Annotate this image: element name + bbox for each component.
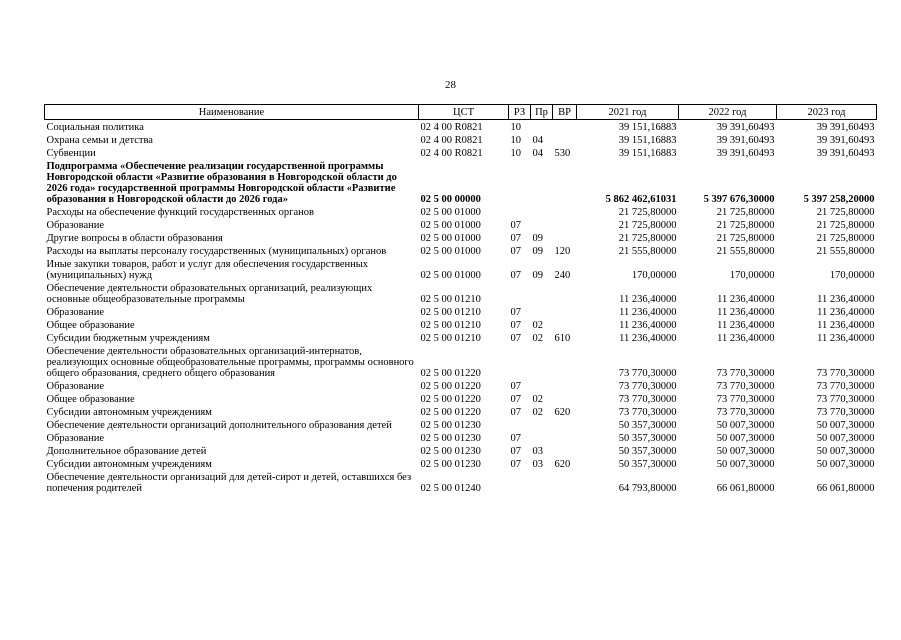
row-value-2021: 11 236,40000 [619, 333, 677, 344]
row-value-2022: 11 236,40000 [717, 333, 775, 344]
row-value-2021: 64 793,80000 [618, 483, 677, 494]
row-value-2022: 21 555,80000 [716, 246, 775, 257]
row-name: Субсидии автономным учреждениям [46, 407, 212, 418]
row-rz: 07 [510, 459, 521, 470]
table-row [45, 379, 877, 392]
table-row [45, 470, 877, 494]
table-row [45, 120, 877, 134]
row-cst: 02 5 00 01210 [420, 333, 481, 344]
row-name: Расходы на обеспечение функций государственных органов [46, 207, 314, 218]
row-value-2021: 50 357,30000 [618, 446, 677, 457]
row-cst: 02 4 00 R0821 [420, 135, 483, 146]
row-value-2022: 39 391,60493 [716, 122, 775, 133]
row-rz: 10 [510, 122, 521, 133]
row-cst: 02 5 00 01210 [420, 294, 481, 305]
row-cst: 02 5 00 01240 [420, 483, 481, 494]
row-value-2023: 11 236,40000 [817, 307, 875, 318]
row-cst: 02 5 00 01220 [420, 368, 481, 379]
row-cst: 02 5 00 01220 [420, 407, 481, 418]
row-name: Образование [46, 307, 105, 318]
row-value-2023: 39 391,60493 [816, 122, 875, 133]
row-name: Субсидии автономным учреждениям [46, 459, 212, 470]
row-pr: 02 [532, 407, 543, 418]
budget-table-container [44, 104, 877, 494]
row-value-2022: 50 007,30000 [716, 459, 775, 470]
row-vr [553, 418, 577, 431]
row-value-2022: 73 770,30000 [716, 368, 775, 379]
row-rz: 07 [510, 394, 521, 405]
row-value-2022: 73 770,30000 [716, 381, 775, 392]
header-rz: РЗ [509, 105, 531, 120]
table-row [45, 457, 877, 470]
row-pr [531, 344, 553, 379]
row-value-2022: 50 007,30000 [716, 446, 775, 457]
row-value-2022: 5 397 676,30000 [703, 194, 775, 205]
row-value-2021: 21 725,80000 [618, 233, 677, 244]
row-rz: 07 [510, 333, 521, 344]
row-pr [531, 159, 553, 205]
row-rz: 07 [510, 446, 521, 457]
row-vr [553, 431, 577, 444]
table-header [45, 105, 877, 120]
row-rz: 07 [510, 246, 521, 257]
row-value-2022: 73 770,30000 [716, 407, 775, 418]
header-2022: 2022 год [679, 105, 777, 120]
row-rz [509, 418, 531, 431]
row-pr [531, 418, 553, 431]
row-value-2022: 39 391,60493 [716, 135, 775, 146]
row-vr [553, 344, 577, 379]
row-value-2022: 21 725,80000 [716, 233, 775, 244]
row-value-2023: 5 397 258,20000 [803, 194, 875, 205]
row-name: Подпрограмма «Обеспечение реализации государственной программы Новгородской области «Развитие образования в Новгородской области до 2026 года» государственной программы Новгородской области «Развитие образования в Новгородской области до 2026 года» [46, 161, 397, 205]
row-name: Общее образование [46, 394, 135, 405]
row-value-2022: 170,00000 [729, 270, 775, 281]
row-vr [553, 120, 577, 134]
row-value-2023: 73 770,30000 [816, 394, 875, 405]
row-rz: 07 [510, 307, 521, 318]
row-value-2022: 21 725,80000 [716, 207, 775, 218]
row-rz: 07 [510, 233, 521, 244]
table-row [45, 431, 877, 444]
row-cst: 02 4 00 R0821 [420, 148, 483, 159]
row-pr [531, 379, 553, 392]
table-row [45, 218, 877, 231]
header-2023: 2023 год [777, 105, 877, 120]
row-value-2021: 50 357,30000 [618, 459, 677, 470]
row-value-2023: 21 555,80000 [816, 246, 875, 257]
row-pr [531, 218, 553, 231]
row-value-2021: 11 236,40000 [619, 294, 677, 305]
row-value-2021: 73 770,30000 [618, 407, 677, 418]
row-pr [531, 470, 553, 494]
table-row [45, 344, 877, 379]
table-row [45, 305, 877, 318]
row-value-2021: 21 725,80000 [618, 207, 677, 218]
row-vr: 610 [554, 333, 571, 344]
row-value-2022: 11 236,40000 [717, 320, 775, 331]
row-value-2022: 66 061,80000 [716, 483, 775, 494]
row-name: Образование [46, 433, 105, 444]
row-vr [553, 470, 577, 494]
row-cst: 02 5 00 01000 [420, 270, 481, 281]
budget-table [44, 104, 877, 494]
row-rz: 07 [510, 407, 521, 418]
row-cst: 02 5 00 01230 [420, 446, 481, 457]
row-value-2023: 170,00000 [829, 270, 875, 281]
row-value-2023: 50 007,30000 [816, 446, 875, 457]
table-body [45, 120, 877, 495]
header-vr: ВР [553, 105, 577, 120]
row-pr: 02 [532, 394, 543, 405]
row-pr: 09 [532, 246, 543, 257]
header-pr: Пр [531, 105, 553, 120]
header-name: Наименование [45, 105, 419, 120]
row-pr: 02 [532, 320, 543, 331]
row-value-2021: 50 357,30000 [618, 420, 677, 431]
row-name: Субвенции [46, 148, 96, 159]
row-cst: 02 5 00 01230 [420, 433, 481, 444]
row-vr [553, 205, 577, 218]
page-number: 28 [445, 79, 456, 91]
row-cst: 02 5 00 01210 [420, 320, 481, 331]
row-value-2023: 11 236,40000 [817, 294, 875, 305]
row-rz: 10 [510, 135, 521, 146]
row-cst: 02 4 00 R0821 [420, 122, 483, 133]
row-pr [531, 205, 553, 218]
row-value-2023: 73 770,30000 [816, 368, 875, 379]
row-value-2022: 73 770,30000 [716, 394, 775, 405]
table-row [45, 318, 877, 331]
table-row [45, 444, 877, 457]
row-vr [553, 281, 577, 305]
row-pr: 09 [532, 233, 543, 244]
row-name: Иные закупки товаров, работ и услуг для обеспечения государственных (муниципальных) нужд [46, 259, 369, 281]
row-pr [531, 281, 553, 305]
row-value-2023: 21 725,80000 [816, 233, 875, 244]
row-vr: 530 [554, 148, 571, 159]
row-vr [553, 305, 577, 318]
row-value-2021: 39 151,16883 [618, 122, 677, 133]
table-row [45, 146, 877, 159]
row-value-2022: 11 236,40000 [717, 294, 775, 305]
row-value-2021: 11 236,40000 [619, 307, 677, 318]
row-rz: 07 [510, 220, 521, 231]
header-cst: ЦСТ [419, 105, 509, 120]
row-rz: 07 [510, 381, 521, 392]
row-name: Расходы на выплаты персоналу государственных (муниципальных) органов [46, 246, 387, 257]
table-row [45, 244, 877, 257]
row-value-2021: 21 725,80000 [618, 220, 677, 231]
row-value-2022: 39 391,60493 [716, 148, 775, 159]
row-value-2023: 50 007,30000 [816, 459, 875, 470]
row-vr: 620 [554, 407, 571, 418]
row-name: Общее образование [46, 320, 135, 331]
row-value-2023: 21 725,80000 [816, 207, 875, 218]
row-value-2021: 73 770,30000 [618, 381, 677, 392]
row-cst: 02 5 00 01000 [420, 233, 481, 244]
row-value-2023: 21 725,80000 [816, 220, 875, 231]
row-pr: 09 [532, 270, 543, 281]
row-cst: 02 5 00 00000 [420, 194, 481, 205]
row-cst: 02 5 00 01000 [420, 207, 481, 218]
row-value-2021: 73 770,30000 [618, 368, 677, 379]
row-value-2023: 50 007,30000 [816, 433, 875, 444]
row-value-2023: 11 236,40000 [817, 333, 875, 344]
header-2021: 2021 год [577, 105, 679, 120]
row-pr: 03 [532, 446, 543, 457]
row-rz: 07 [510, 270, 521, 281]
table-row [45, 392, 877, 405]
row-vr [553, 444, 577, 457]
row-rz: 10 [510, 148, 521, 159]
row-value-2021: 5 862 462,61031 [605, 194, 677, 205]
row-value-2022: 11 236,40000 [717, 307, 775, 318]
row-value-2022: 50 007,30000 [716, 433, 775, 444]
row-name: Охрана семьи и детства [46, 135, 153, 146]
row-vr [553, 379, 577, 392]
row-value-2021: 39 151,16883 [618, 135, 677, 146]
row-name: Образование [46, 220, 105, 231]
row-vr [553, 133, 577, 146]
row-rz [509, 470, 531, 494]
row-name: Другие вопросы в области образования [46, 233, 223, 244]
row-value-2023: 66 061,80000 [816, 483, 875, 494]
row-pr: 04 [532, 135, 543, 146]
row-rz [509, 281, 531, 305]
row-pr [531, 120, 553, 134]
row-value-2023: 39 391,60493 [816, 135, 875, 146]
row-name: Субсидии бюджетным учреждениям [46, 333, 210, 344]
row-rz [509, 159, 531, 205]
row-pr: 02 [532, 333, 543, 344]
row-rz [509, 205, 531, 218]
row-value-2023: 73 770,30000 [816, 381, 875, 392]
table-row [45, 331, 877, 344]
table-row [45, 257, 877, 281]
table-row [45, 231, 877, 244]
row-vr [553, 159, 577, 205]
row-pr: 04 [532, 148, 543, 159]
row-value-2021: 170,00000 [631, 270, 677, 281]
table-row [45, 159, 877, 205]
table-row [45, 205, 877, 218]
row-cst: 02 5 00 01220 [420, 381, 481, 392]
table-row [45, 281, 877, 305]
row-value-2023: 50 007,30000 [816, 420, 875, 431]
row-value-2021: 11 236,40000 [619, 320, 677, 331]
row-vr [553, 231, 577, 244]
row-name: Обеспечение деятельности организаций для детей-сирот и детей, оставшихся без попечения родителей [46, 472, 412, 494]
row-cst: 02 5 00 01230 [420, 459, 481, 470]
row-cst: 02 5 00 01000 [420, 220, 481, 231]
row-value-2021: 21 555,80000 [618, 246, 677, 257]
row-rz: 07 [510, 433, 521, 444]
row-pr [531, 431, 553, 444]
row-value-2021: 39 151,16883 [618, 148, 677, 159]
row-value-2022: 50 007,30000 [716, 420, 775, 431]
row-rz: 07 [510, 320, 521, 331]
row-value-2021: 73 770,30000 [618, 394, 677, 405]
row-vr: 240 [554, 270, 571, 281]
row-rz [509, 344, 531, 379]
row-name: Обеспечение деятельности организаций дополнительного образования детей [46, 420, 392, 431]
row-name: Обеспечение деятельности образовательных организаций-интернатов, реализующих основные общеобразовательные программы, программы основного общего образования, среднего общего образования [46, 346, 414, 379]
row-value-2021: 50 357,30000 [618, 433, 677, 444]
row-name: Образование [46, 381, 105, 392]
row-cst: 02 5 00 01000 [420, 246, 481, 257]
row-vr [553, 318, 577, 331]
table-row [45, 133, 877, 146]
row-name: Обеспечение деятельности образовательных организаций, реализующих основные общеобразовательные программы [46, 283, 373, 305]
row-cst: 02 5 00 01220 [420, 394, 481, 405]
row-pr [531, 305, 553, 318]
row-name: Дополнительное образование детей [46, 446, 207, 457]
row-value-2022: 21 725,80000 [716, 220, 775, 231]
row-vr [553, 392, 577, 405]
row-value-2023: 39 391,60493 [816, 148, 875, 159]
row-cst: 02 5 00 01230 [420, 420, 481, 431]
row-vr: 620 [554, 459, 571, 470]
row-vr: 120 [554, 246, 571, 257]
table-row [45, 418, 877, 431]
row-pr: 03 [532, 459, 543, 470]
row-value-2023: 11 236,40000 [817, 320, 875, 331]
row-value-2023: 73 770,30000 [816, 407, 875, 418]
table-row [45, 405, 877, 418]
row-vr [553, 218, 577, 231]
row-name: Социальная политика [46, 122, 144, 133]
row-cst: 02 5 00 01210 [420, 307, 481, 318]
